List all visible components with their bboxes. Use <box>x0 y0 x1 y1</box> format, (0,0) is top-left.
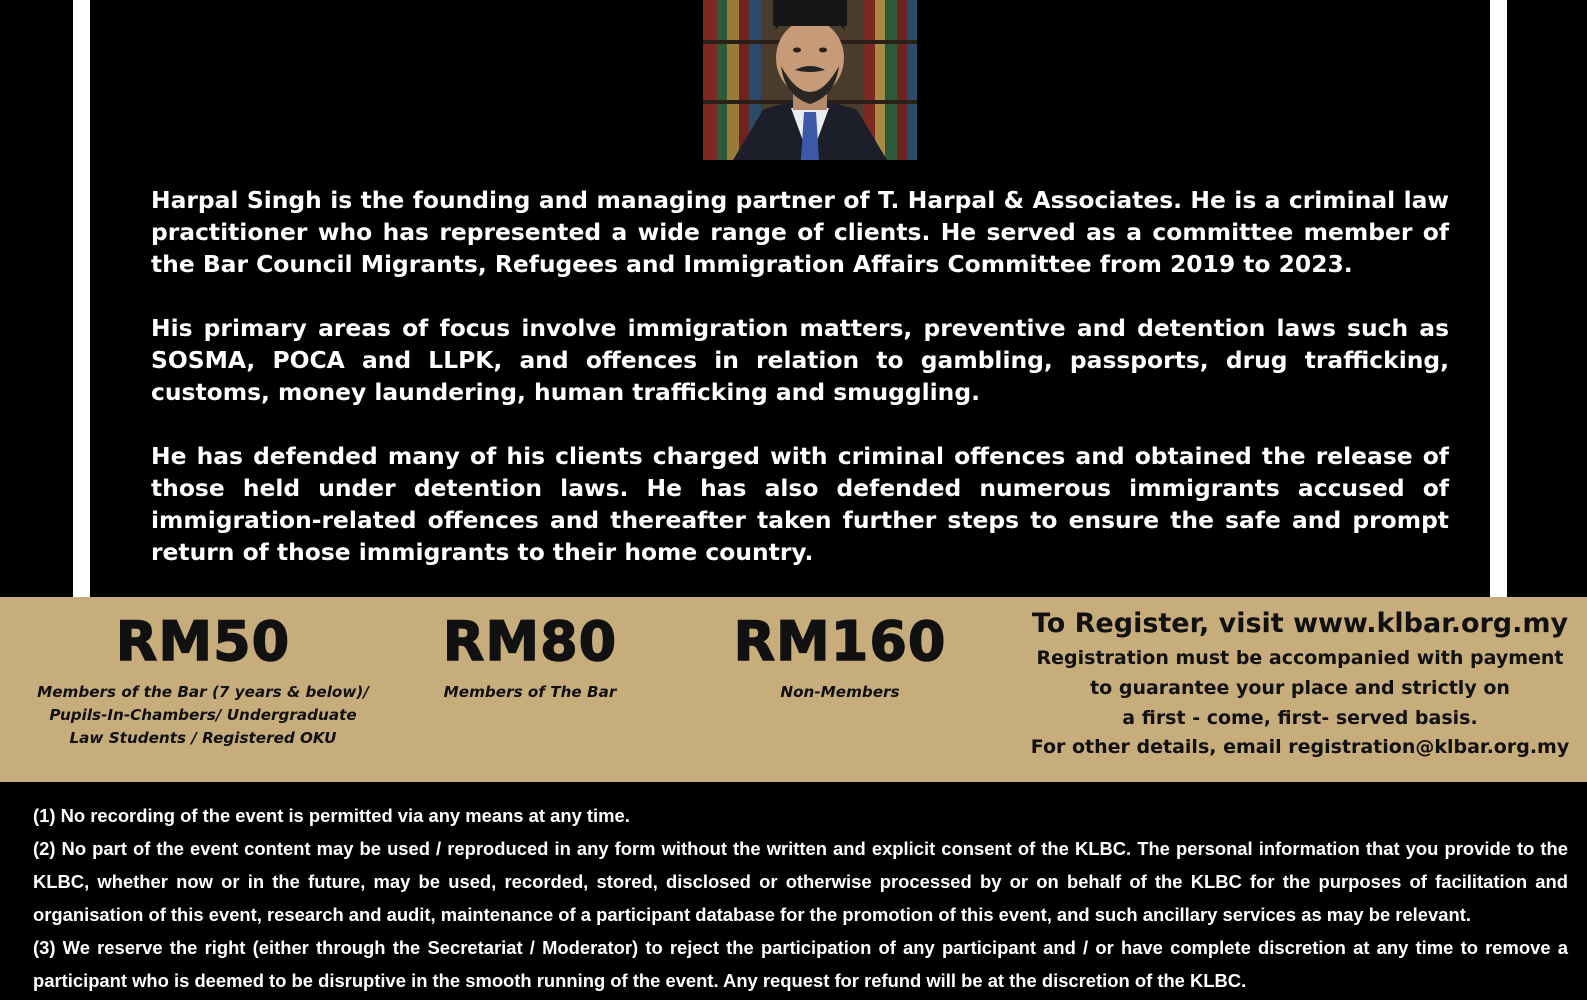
registration-title[interactable]: To Register, visit www.klbar.org.my <box>1031 608 1569 639</box>
price-amount: RM160 <box>733 610 947 673</box>
price-label <box>30 681 376 750</box>
speaker-portrait <box>703 0 917 160</box>
bio-paragraph: His primary areas of focus involve immigration matters, preventive and detention laws such as SOSMA, POCA and LLPK, and offences in relation to gambling, passports, drug trafficking, customs, money laundering, human trafficking and smuggling. <box>151 314 1449 406</box>
price-label-line: Members of the Bar (7 years & below)/ <box>37 683 369 701</box>
terms-item: (2) No part of the event content may be used / reproduced in any form without the written and explicit consent of the KLBC. The personal information that you provide to the KLBC, whether now or in the future, may be used, recorded, stored, disclosed or otherwise processed by or on behalf of the KLBC for the purposes of facilitation and organisation of this event, research and audit, maintenance of a participant database for the promotion of this event, and such ancillary services as may be relevant. <box>33 838 1568 925</box>
price-tier-rm160 <box>730 607 950 704</box>
frame-right-border <box>1490 0 1507 597</box>
price-label-line: Law Students / Registered OKU <box>69 729 337 747</box>
terms-item: (1) No recording of the event is permitted via any means at any time. <box>33 805 630 826</box>
speaker-bio <box>151 184 1449 600</box>
price-amount: RM80 <box>442 610 618 673</box>
terms-item: (3) We reserve the right (either through the Secretariat / Moderator) to reject the participation of any participant and / or have complete discretion at any time to remove a participant who is deemed to be disruptive in the smooth running of the event. Any request for refund will be at the discretion of the KLBC. <box>33 937 1568 991</box>
registration-info <box>1020 605 1580 761</box>
terms-and-conditions <box>33 799 1568 997</box>
price-amount: RM50 <box>115 610 291 673</box>
registration-email[interactable]: For other details, email registration@klbar.org.my <box>1030 736 1570 758</box>
price-label-line: Pupils-In-Chambers/ Undergraduate <box>49 706 357 724</box>
price-label-line: Members of The Bar <box>443 683 617 701</box>
registration-note: Registration must be accompanied with payment <box>1036 647 1564 669</box>
speaker-portrait-image <box>703 0 917 160</box>
bio-paragraph: He has defended many of his clients charged with criminal offences and obtained the release of those held under detention laws. He has also defended numerous immigrants accused of immigration-related offences and thereafter taken further steps to ensure the safe and prompt return of those immigrants to their home country. <box>151 442 1449 566</box>
bio-paragraph: Harpal Singh is the founding and managing partner of T. Harpal & Associates. He is a criminal law practitioner who has represented a wide range of clients. He served as a committee member of the Bar Council Migrants, Refugees and Immigration Affairs Committee from 2019 to 2023. <box>151 186 1449 278</box>
price-label <box>430 681 630 704</box>
frame-left-border <box>73 0 90 597</box>
price-label <box>730 681 950 704</box>
registration-note: to guarantee your place and strictly on <box>1090 677 1510 699</box>
price-tier-rm50 <box>30 607 376 750</box>
price-tier-rm80 <box>430 607 630 704</box>
pricing-band <box>0 597 1587 782</box>
price-label-line: Non-Members <box>780 683 900 701</box>
registration-note: a first - come, first- served basis. <box>1122 707 1478 729</box>
